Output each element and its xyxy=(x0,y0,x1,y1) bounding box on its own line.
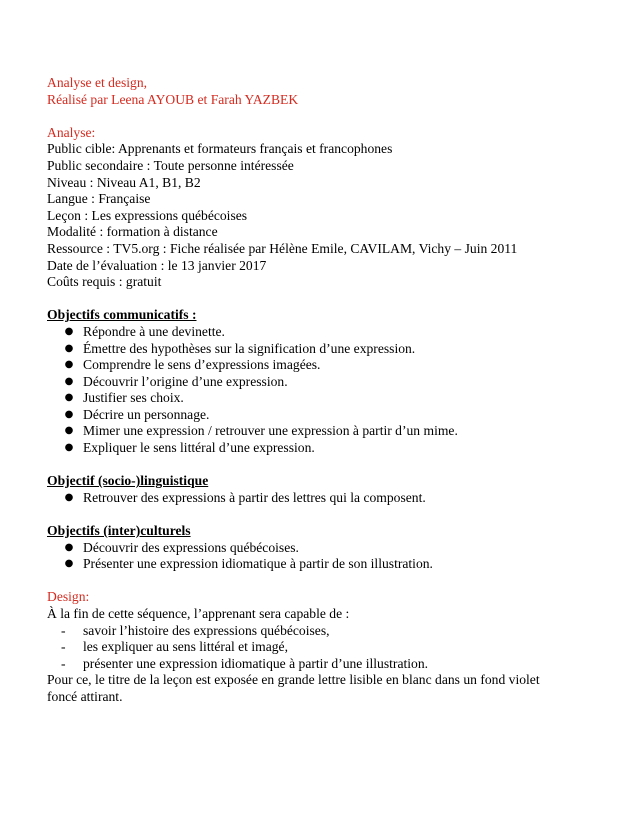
analyse-langue: Langue : Française xyxy=(47,191,151,207)
design-intro: À la fin de cette séquence, l’apprenant sera capable de : xyxy=(47,606,350,621)
analyse-ressource: Ressource : TV5.org : Fiche réalisée par Hélène Emile, CAVILAM, Vichy – Juin 2011 xyxy=(47,240,518,256)
analyse-couts: Coûts requis : gratuit xyxy=(47,274,162,290)
header-line-1: Analyse et design, xyxy=(47,75,148,90)
list-item xyxy=(47,623,607,640)
bullet-icon: ● xyxy=(64,375,74,387)
header-authors: Réalisé par Leena AYOUB et Farah YAZBEK xyxy=(47,91,299,107)
list-item xyxy=(47,407,607,424)
objectifs-culturels-list xyxy=(47,540,607,573)
list-item xyxy=(47,540,607,557)
list-item-text: Découvrir des expressions québécoises. xyxy=(83,539,299,555)
list-item-text: Mimer une expression / retrouver une expression à partir d’un mime. xyxy=(83,423,458,439)
list-item-text: Expliquer le sens littéral d’une expression. xyxy=(83,440,315,456)
bullet-icon: ● xyxy=(64,392,74,404)
bullet-icon: ● xyxy=(64,442,74,454)
spacer xyxy=(47,573,607,590)
objectif-linguistique-list xyxy=(47,490,607,507)
list-item xyxy=(47,324,607,341)
list-item-text: Répondre à une devinette. xyxy=(83,323,225,339)
dash-icon: - xyxy=(61,622,66,638)
analyse-date: Date de l’évaluation : le 13 janvier 2017 xyxy=(47,257,267,273)
list-item xyxy=(47,341,607,358)
list-item xyxy=(47,423,607,440)
bullet-icon: ● xyxy=(64,408,74,420)
design-heading: Design: xyxy=(47,589,90,605)
list-item-text: présenter une expression idiomatique à partir d’une illustration. xyxy=(83,655,429,671)
list-item xyxy=(47,440,607,457)
list-item-text: Comprendre le sens d’expressions imagées. xyxy=(83,357,321,373)
list-item-text: Décrire un personnage. xyxy=(83,406,210,422)
list-item-text: savoir l’histoire des expressions québécoises, xyxy=(83,622,330,638)
list-item xyxy=(47,357,607,374)
objectifs-communicatifs-list xyxy=(47,324,607,457)
spacer xyxy=(47,457,607,474)
list-item-text: les expliquer au sens littéral et imagé, xyxy=(83,639,288,655)
bullet-icon: ● xyxy=(64,541,74,553)
objectifs-communicatifs-heading: Objectifs communicatifs : xyxy=(47,307,197,323)
bullet-icon: ● xyxy=(64,425,74,437)
list-item-text: Justifier ses choix. xyxy=(83,390,184,406)
objectif-linguistique-heading: Objectif (socio-)linguistique xyxy=(47,473,209,489)
dash-icon: - xyxy=(61,655,66,671)
list-item xyxy=(47,374,607,391)
analyse-heading: Analyse: xyxy=(47,124,96,140)
bullet-icon: ● xyxy=(64,491,74,503)
dash-icon: - xyxy=(61,639,66,655)
analyse-niveau: Niveau : Niveau A1, B1, B2 xyxy=(47,174,201,190)
bullet-icon: ● xyxy=(64,359,74,371)
bullet-icon: ● xyxy=(64,558,74,570)
design-list xyxy=(47,623,607,673)
list-item-text: Découvrir l’origine d’une expression. xyxy=(83,373,288,389)
list-item xyxy=(47,390,607,407)
list-item xyxy=(47,556,607,573)
objectifs-culturels-heading: Objectifs (inter)culturels xyxy=(47,523,191,539)
design-closing-paragraph: Pour ce, le titre de la leçon est exposée en grande lettre lisible en blanc dans un fond violet foncé attirant. xyxy=(47,672,540,704)
analyse-lecon: Leçon : Les expressions québécoises xyxy=(47,207,248,223)
bullet-icon: ● xyxy=(64,342,74,354)
analyse-modalite: Modalité : formation à distance xyxy=(47,224,218,240)
document-page xyxy=(47,75,607,706)
list-item xyxy=(47,656,607,673)
list-item-text: Émettre des hypothèses sur la signification d’une expression. xyxy=(83,340,416,356)
list-item-text: Retrouver des expressions à partir des lettres qui la composent. xyxy=(83,489,426,505)
list-item xyxy=(47,639,607,656)
list-item-text: Présenter une expression idiomatique à partir de son illustration. xyxy=(83,556,433,572)
bullet-icon: ● xyxy=(64,325,74,337)
spacer xyxy=(47,506,607,523)
analyse-public-cible: Public cible: Apprenants et formateurs français et francophones xyxy=(47,141,393,157)
list-item xyxy=(47,490,607,507)
spacer xyxy=(47,108,607,125)
spacer xyxy=(47,291,607,308)
analyse-public-secondaire: Public secondaire : Toute personne intéressée xyxy=(47,157,294,173)
